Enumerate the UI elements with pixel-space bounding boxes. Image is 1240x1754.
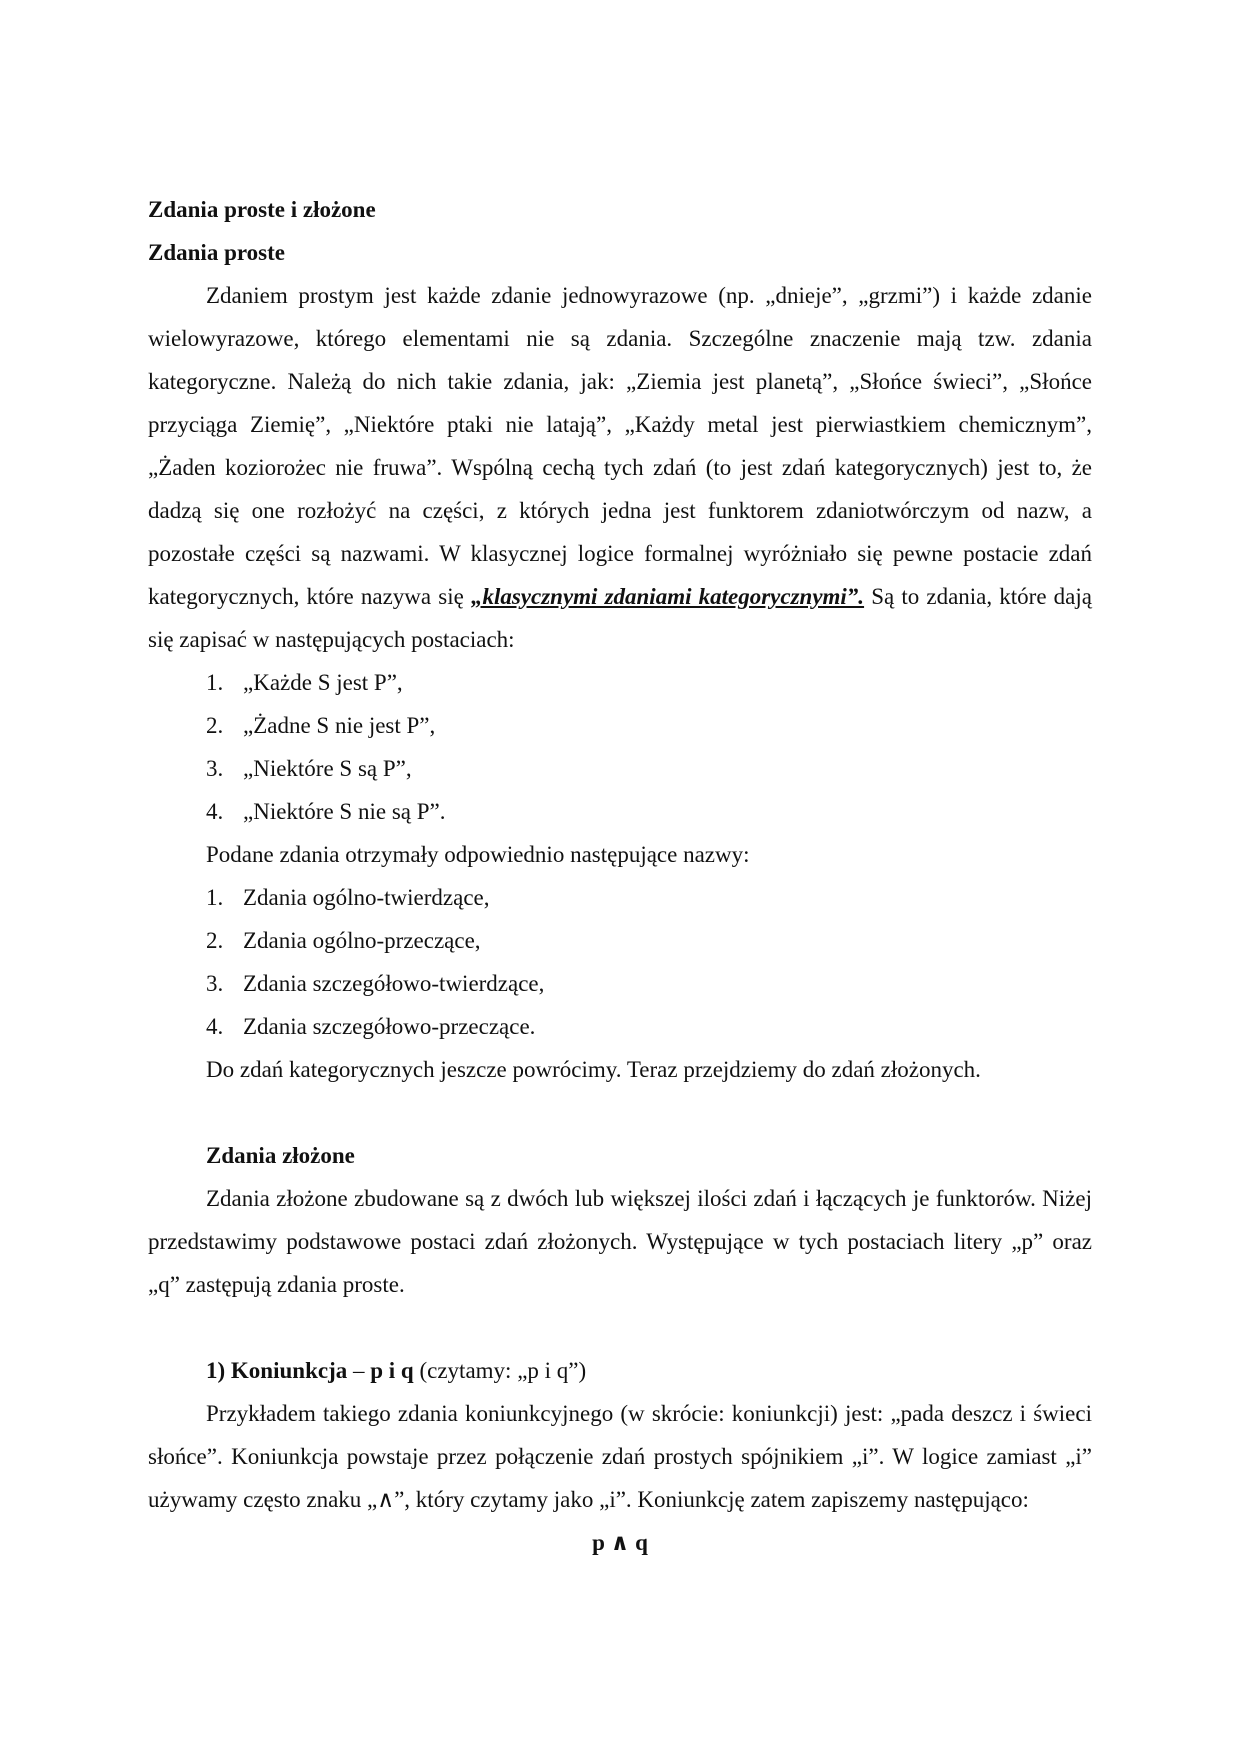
paragraph-simple-sentences: [148, 274, 1092, 661]
list-text: „Żadne S nie jest P”,: [243, 713, 436, 738]
list-number: 2.: [206, 713, 224, 738]
spacer: [148, 1091, 1092, 1134]
list-number: 3.: [206, 756, 224, 781]
conjunction-term: Koniunkcja: [230, 1358, 348, 1383]
paragraph-text: Są to zdania, które dają się zapisać w następujących postaciach:: [148, 584, 1092, 652]
names-list: [148, 876, 1092, 1048]
section-heading-compound: Zdania złożone: [206, 1143, 355, 1168]
list-text: Zdania ogólno-twierdzące,: [243, 885, 490, 910]
list-item: [148, 661, 1092, 704]
list-number: 1.: [206, 885, 224, 910]
term-classical-categorical[interactable]: „klasycznymi zdaniami kategorycznymi”.: [470, 584, 865, 609]
paragraph-conjunction: Przykładem takiego zdania koniunkcyjnego (w skrócie: koniunkcji) jest: „pada deszcz i świeci słońce”. Koniunkcja powstaje przez połączenie zdań prostych spójnikiem „i”. W logice zamiast „i” używamy często znaku „∧”, który czytamy jako „i”. Koniunkcję zatem zapiszemy następująco:: [148, 1401, 1092, 1512]
spacer: [148, 1306, 1092, 1349]
conjunction-number: 1): [206, 1358, 226, 1383]
list-item: [148, 790, 1092, 833]
conjunction-inline-formula: p i q: [370, 1358, 414, 1383]
list-text: „Niektóre S są P”,: [243, 756, 412, 781]
list-item: [148, 919, 1092, 962]
list-text: „Każde S jest P”,: [243, 670, 403, 695]
list-item: [148, 704, 1092, 747]
paragraph-compound-sentences: Zdania złożone zbudowane są z dwóch lub większej ilości zdań i łączących je funktorów. Niżej przedstawimy podstawowe postaci zdań złożonych. Występujące w tych postaciach litery „p” oraz „q” zastępują zdania proste.: [148, 1186, 1092, 1297]
list-text: Zdania szczegółowo-twierdzące,: [243, 971, 545, 996]
names-intro: Podane zdania otrzymały odpowiednio następujące nazwy:: [206, 842, 750, 867]
list-text: „Niektóre S nie są P”.: [243, 799, 446, 824]
list-text: Zdania szczegółowo-przeczące.: [243, 1014, 536, 1039]
forms-list: [148, 661, 1092, 833]
list-number: 4.: [206, 1014, 224, 1039]
closing-sentence: Do zdań kategorycznych jeszcze powrócimy. Teraz przejdziemy do zdań złożonych.: [206, 1057, 981, 1082]
conjunction-heading: [148, 1349, 1092, 1392]
list-item: [148, 1005, 1092, 1048]
list-number: 4.: [206, 799, 224, 824]
list-item: [148, 962, 1092, 1005]
list-number: 1.: [206, 670, 224, 695]
list-number: 2.: [206, 928, 224, 953]
list-item: [148, 747, 1092, 790]
conjunction-dash: –: [347, 1358, 371, 1383]
list-text: Zdania ogólno-przeczące,: [243, 928, 481, 953]
document-title: Zdania proste i złożone: [148, 197, 376, 222]
paragraph-text: Zdaniem prostym jest każde zdanie jednowyrazowe (np. „dnieje”, „grzmi”) i każde zdanie wielowyrazowe, którego elementami nie są zdania. Szczególne znaczenie mają tzw. zdania kategoryczne. Należą do nich takie zdania, jak: „Ziemia jest planetą”, „Słońce świeci”, „Słońce przyciąga Ziemię”, „Niektóre ptaki nie latają”, „Każdy metal jest pierwiastkiem chemicznym”, „Żaden koziorożec nie fruwa”. Wspólną cechą tych zdań (to jest zdań kategorycznych) jest to, że dadzą się one rozłożyć na części, z których jedna jest funktorem zdaniotwórczym od nazw, a pozostałe części są nazwami. W klasycznej logice formalnej wyróżniało się pewne postacie zdań kategorycznych, które nazywa się: [148, 283, 1092, 609]
list-item: [148, 876, 1092, 919]
section-heading-simple: Zdania proste: [148, 240, 285, 265]
conjunction-reading: (czytamy: „p i q”): [413, 1358, 587, 1383]
list-number: 3.: [206, 971, 224, 996]
conjunction-formula: p ∧ q: [592, 1530, 648, 1555]
